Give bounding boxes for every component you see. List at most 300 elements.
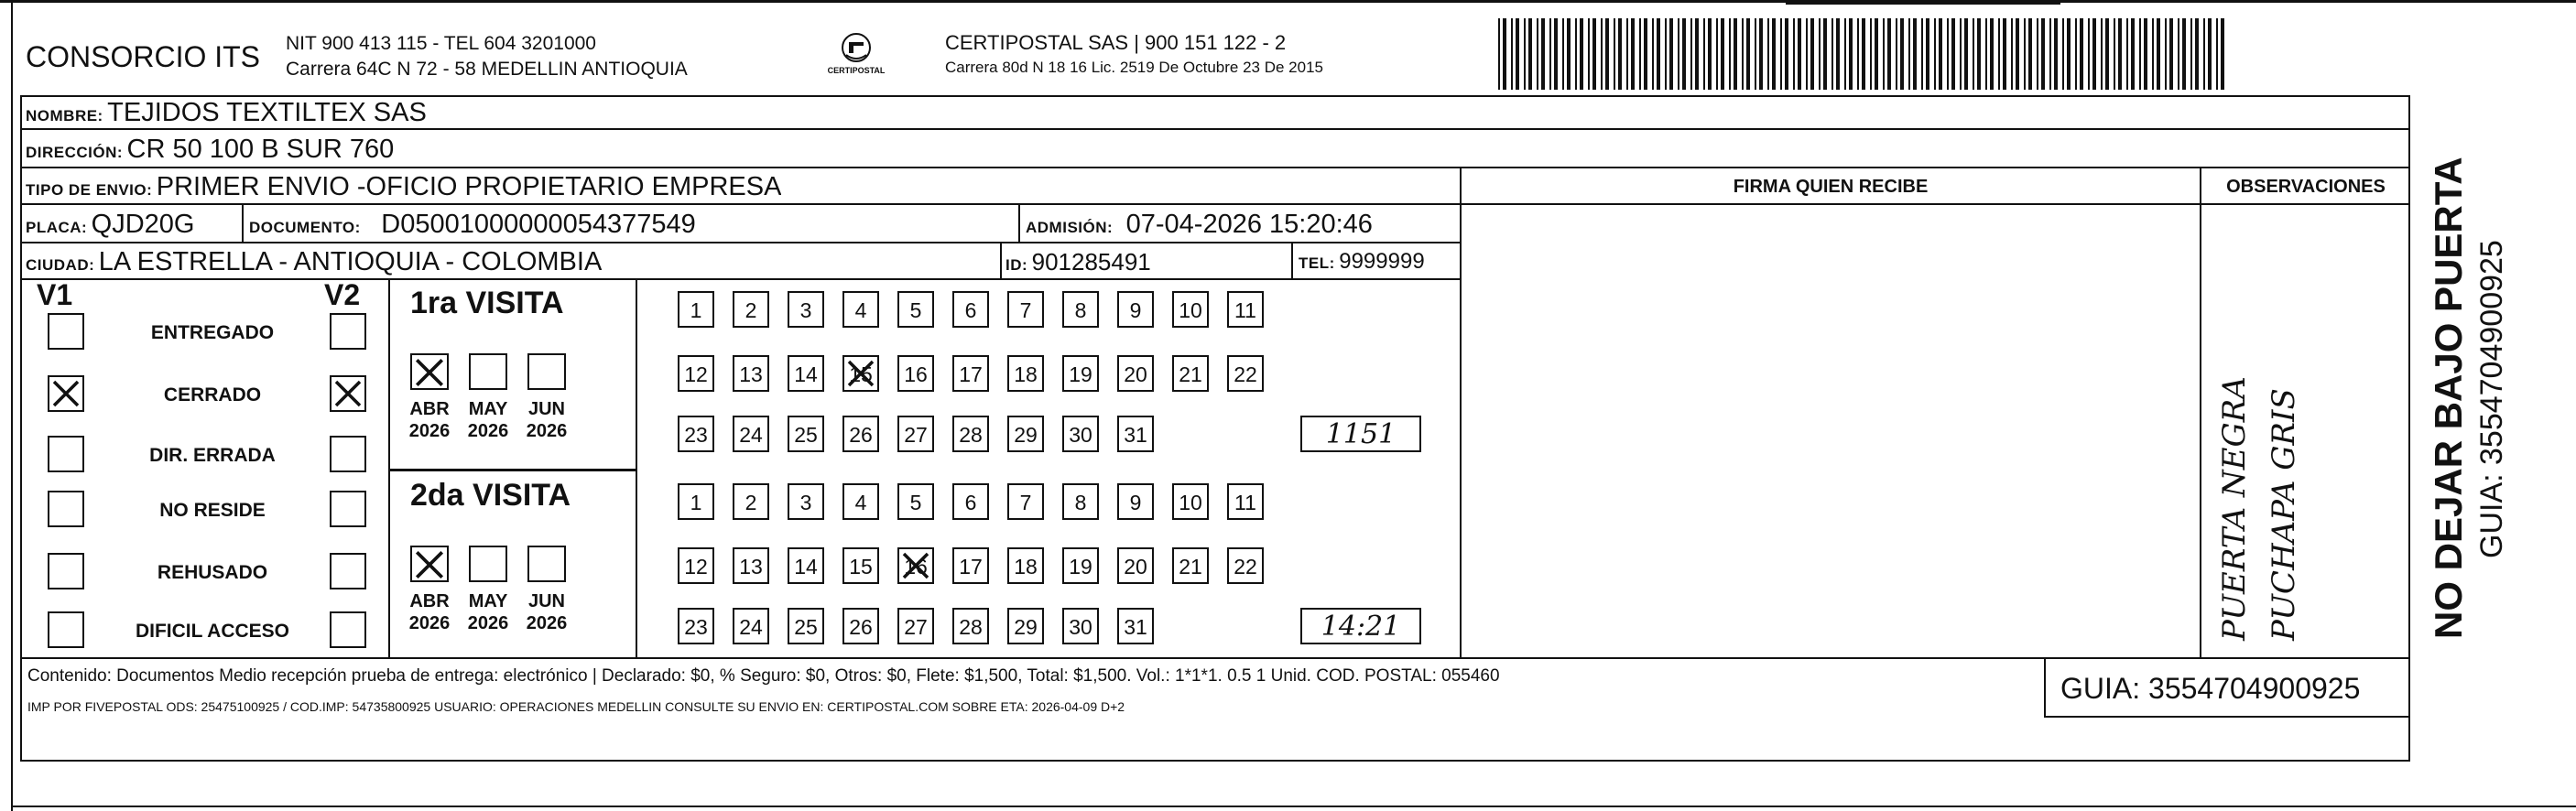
day-box[interactable] xyxy=(733,355,769,392)
barcode-bar xyxy=(1913,18,1917,90)
day-box[interactable] xyxy=(1062,483,1099,520)
day-number: 16 xyxy=(904,362,928,386)
month-checkbox[interactable] xyxy=(469,353,507,390)
day-number: 1 xyxy=(690,491,702,514)
day-number: 3 xyxy=(799,491,812,514)
barcode-bar xyxy=(1554,18,1558,90)
barcode-bar xyxy=(1592,18,1596,90)
v1-checkbox[interactable] xyxy=(48,436,84,472)
day-box[interactable] xyxy=(678,291,714,328)
barcode-bar xyxy=(2157,18,2160,90)
admision-label: ADMISIÓN: xyxy=(1026,219,1114,236)
day-box[interactable] xyxy=(1007,547,1044,584)
barcode-bar xyxy=(1746,18,1750,90)
footer-imp: IMP POR FIVEPOSTAL ODS: 25475100925 / COD.IMP: 54735800925 USUARIO: OPERACIONES MEDELLIN CONSULTE SU ENVIO EN: CERTIPOSTAL.COM SOBRE ETA: 2026-04-09 D+2 xyxy=(27,699,1125,714)
barcode-bar xyxy=(1575,18,1577,90)
month-label: ABR xyxy=(409,399,450,419)
row-line-6 xyxy=(20,657,2410,659)
barcode-bar xyxy=(2216,18,2218,90)
tel-cell xyxy=(1299,243,1425,278)
day-number: 28 xyxy=(959,423,983,447)
visit-title: 2da VISITA xyxy=(410,478,571,513)
day-number: 15 xyxy=(849,555,873,579)
footer-guia-line xyxy=(2044,657,2046,716)
day-box[interactable] xyxy=(733,416,769,452)
barcode-bar xyxy=(2144,18,2147,90)
day-box[interactable] xyxy=(842,416,879,452)
barcode-bar xyxy=(1985,18,1987,90)
day-box[interactable] xyxy=(1007,291,1044,328)
barcode-bar xyxy=(1618,18,1622,90)
day-box[interactable] xyxy=(1062,416,1099,452)
day-box[interactable] xyxy=(1172,355,1209,392)
direccion-row xyxy=(26,130,394,167)
day-number: 14 xyxy=(794,362,818,386)
id-value: 901285491 xyxy=(1031,248,1151,276)
barcode-bar xyxy=(1755,18,1756,90)
month-checkbox[interactable] xyxy=(527,546,566,582)
barcode-bar xyxy=(2208,18,2212,90)
tel-value: 9999999 xyxy=(1339,249,1425,274)
year-label: 2026 xyxy=(408,613,451,633)
barcode-bar xyxy=(1900,18,1904,90)
month-label: ABR xyxy=(409,591,450,611)
day-box[interactable] xyxy=(842,291,879,328)
admision-cell xyxy=(1026,205,1373,242)
barcode-bar xyxy=(1887,18,1891,90)
day-box[interactable] xyxy=(897,608,934,644)
v2-checkbox[interactable] xyxy=(330,313,366,350)
month-checkbox[interactable] xyxy=(527,353,566,390)
barcode-bar xyxy=(1503,18,1506,90)
day-box[interactable] xyxy=(678,355,714,392)
barcode-bar xyxy=(1819,18,1821,90)
barcode-bar xyxy=(1772,18,1776,90)
day-number: 4 xyxy=(854,298,867,322)
barcode-bar xyxy=(1831,18,1833,90)
year-label: 2026 xyxy=(526,613,568,633)
day-number: 23 xyxy=(684,423,708,447)
v2-checkbox[interactable] xyxy=(330,436,366,472)
barcode-bar xyxy=(1785,18,1788,90)
barcode-bar xyxy=(1652,18,1654,90)
day-box[interactable] xyxy=(1062,355,1099,392)
day-box[interactable] xyxy=(1117,416,1154,452)
barcode-bar xyxy=(2105,18,2109,90)
ciudad-cell xyxy=(26,243,602,278)
day-box[interactable] xyxy=(1117,355,1154,392)
day-box[interactable] xyxy=(897,291,934,328)
day-number: 2 xyxy=(745,298,757,322)
footer-contenido: Contenido: Documentos Medio recepción prueba de entrega: electrónico | Declarado: $0, % Seguro: $0, Otros: $0, Flete: $1,500, Total: $1,500. Vol.: 1*1*1. 0.5 1 Unid. COD. POSTAL: 055460 xyxy=(27,666,1500,686)
barcode-bar xyxy=(2195,18,2199,90)
side-warning: NO DEJAR BAJO PUERTA xyxy=(2427,157,2470,639)
month-checkbox[interactable] xyxy=(410,546,449,582)
barcode-bar xyxy=(2169,18,2173,90)
day-number: 18 xyxy=(1014,555,1038,579)
barcode-bar xyxy=(1780,18,1782,90)
day-number: 31 xyxy=(1124,615,1147,639)
day-box[interactable] xyxy=(1007,416,1044,452)
day-number: 18 xyxy=(1014,362,1038,386)
x-mark-icon xyxy=(844,357,877,390)
month-checkbox[interactable] xyxy=(410,353,449,390)
barcode-bar xyxy=(1883,18,1885,90)
day-number: 8 xyxy=(1074,491,1087,514)
barcode-bar xyxy=(1973,18,1974,90)
tel-label: TEL: xyxy=(1299,254,1335,272)
placa-cell xyxy=(26,205,195,242)
day-number: 30 xyxy=(1069,615,1092,639)
barcode-bar xyxy=(1951,18,1955,90)
month-checkbox[interactable] xyxy=(469,546,507,582)
day-box[interactable] xyxy=(788,355,824,392)
day-number: 19 xyxy=(1069,555,1092,579)
placa-label: PLACA: xyxy=(26,219,88,236)
carrier-line2: Carrera 80d N 18 16 Lic. 2519 De Octubre 23 De 2015 xyxy=(945,59,1323,76)
barcode-bar xyxy=(2118,18,2122,90)
day-number: 19 xyxy=(1069,362,1092,386)
day-number: 6 xyxy=(964,298,977,322)
top-cut-line xyxy=(1786,2,2060,5)
direccion-label: DIRECCIÓN: xyxy=(26,144,124,161)
day-box[interactable] xyxy=(897,483,934,520)
day-box[interactable] xyxy=(1007,483,1044,520)
day-number: 10 xyxy=(1179,298,1202,322)
day-box[interactable] xyxy=(952,291,989,328)
status-label: CERRADO xyxy=(163,384,262,406)
barcode-bar xyxy=(1601,18,1603,90)
carrier-logo xyxy=(815,31,897,82)
day-number: 1 xyxy=(690,298,702,322)
v2-checkbox[interactable] xyxy=(330,611,366,648)
observaciones-handwriting-1: PUERTA NEGRA xyxy=(2216,376,2253,641)
barcode-bar xyxy=(2075,18,2077,90)
barcode-bar xyxy=(1870,18,1872,90)
barcode-bar xyxy=(1605,18,1609,90)
barcode-bar xyxy=(2003,18,2006,90)
day-box[interactable] xyxy=(678,608,714,644)
carrier-line1: CERTIPOSTAL SAS | 900 151 122 - 2 xyxy=(945,31,1287,54)
barcode-bar xyxy=(1665,18,1667,90)
day-number: 29 xyxy=(1014,615,1038,639)
barcode-bar xyxy=(1742,18,1744,90)
barcode-bar xyxy=(1716,18,1718,90)
day-number: 25 xyxy=(794,423,818,447)
barcode-bar xyxy=(1682,18,1686,90)
day-number: 6 xyxy=(964,491,977,514)
day-number: 12 xyxy=(684,555,708,579)
barcode-bar xyxy=(2024,18,2026,90)
v2-checkbox[interactable] xyxy=(330,553,366,589)
barcode-bar xyxy=(1516,18,1519,90)
placa-value: QJD20G xyxy=(91,210,195,239)
barcode-bar xyxy=(1541,18,1545,90)
barcode-bar xyxy=(1695,18,1699,90)
day-number: 21 xyxy=(1179,362,1202,386)
day-number: 31 xyxy=(1124,423,1147,447)
day-box[interactable] xyxy=(678,416,714,452)
day-box[interactable] xyxy=(1117,483,1154,520)
barcode-bar xyxy=(2049,18,2051,90)
day-number: 15 xyxy=(849,362,873,386)
day-box[interactable] xyxy=(788,547,824,584)
documento-cell xyxy=(249,205,696,242)
status-right-line xyxy=(388,278,390,657)
barcode-bar xyxy=(1844,18,1846,90)
month-label: MAY xyxy=(468,591,508,611)
day-box[interactable] xyxy=(952,416,989,452)
tipo-value: PRIMER ENVIO -OFICIO PROPIETARIO EMPRESA xyxy=(156,172,782,201)
barcode-bar xyxy=(2131,18,2135,90)
visit-time-box[interactable]: 14:21 xyxy=(1300,608,1421,644)
v1-label: V1 xyxy=(37,278,73,311)
barcode-bar xyxy=(1810,18,1814,90)
nombre-row xyxy=(26,95,427,128)
firma-label: FIRMA QUIEN RECIBE xyxy=(1733,177,1929,197)
barcode-bar xyxy=(2062,18,2064,90)
row-line-5 xyxy=(20,278,1462,280)
barcode-bar xyxy=(2152,18,2154,90)
barcode-bar xyxy=(1947,18,1949,90)
barcode-bar xyxy=(1862,18,1865,90)
day-box[interactable] xyxy=(1007,608,1044,644)
day-box[interactable] xyxy=(1172,547,1209,584)
col-line-obs xyxy=(2200,167,2201,657)
day-box[interactable] xyxy=(1227,355,1264,392)
barcode-bar xyxy=(1498,18,1500,90)
col-line-placa xyxy=(242,203,244,242)
barcode-bar xyxy=(1580,18,1583,90)
barcode-bar xyxy=(1921,18,1923,90)
barcode-bar xyxy=(1759,18,1763,90)
barcode-bar xyxy=(2092,18,2096,90)
barcode-bar xyxy=(1703,18,1705,90)
day-box[interactable] xyxy=(788,291,824,328)
documento-label: DOCUMENTO: xyxy=(249,219,361,236)
id-label: ID: xyxy=(1005,256,1028,274)
barcode-bar xyxy=(1562,18,1564,90)
v2-checkbox[interactable] xyxy=(330,375,366,412)
visit-title: 1ra VISITA xyxy=(410,286,564,320)
v1-checkbox[interactable] xyxy=(48,611,84,648)
barcode-bar xyxy=(1849,18,1853,90)
day-number: 4 xyxy=(854,491,867,514)
day-number: 22 xyxy=(1234,362,1257,386)
day-number: 13 xyxy=(739,362,763,386)
day-box[interactable] xyxy=(1227,483,1264,520)
col-line-admision xyxy=(1018,203,1020,242)
obs-header-line xyxy=(1460,203,2410,205)
day-box[interactable] xyxy=(788,416,824,452)
day-box[interactable] xyxy=(788,608,824,644)
day-box[interactable] xyxy=(897,547,934,584)
month-label: JUN xyxy=(527,399,565,419)
day-box[interactable] xyxy=(788,483,824,520)
ciudad-value: LA ESTRELLA - ANTIOQUIA - COLOMBIA xyxy=(98,247,603,276)
barcode-bar xyxy=(1857,18,1859,90)
barcode-bar xyxy=(2190,18,2192,90)
day-number: 7 xyxy=(1019,491,1032,514)
day-number: 2 xyxy=(745,491,757,514)
day-box[interactable] xyxy=(678,483,714,520)
barcode-bar xyxy=(1626,18,1628,90)
barcode-bar xyxy=(1806,18,1808,90)
day-box[interactable] xyxy=(1117,291,1154,328)
day-box[interactable] xyxy=(1062,547,1099,584)
v1-checkbox[interactable] xyxy=(48,313,84,350)
day-number: 14 xyxy=(794,555,818,579)
barcode-bar xyxy=(2054,18,2058,90)
barcode-bar xyxy=(1964,18,1968,90)
year-label: 2026 xyxy=(408,421,451,441)
tipo-row xyxy=(26,168,781,203)
certipostal-logo-icon xyxy=(815,31,897,68)
observaciones-label: OBSERVACIONES xyxy=(2226,177,2386,197)
day-number: 5 xyxy=(909,491,922,514)
footer-guia: GUIA: 3554704900925 xyxy=(2060,672,2361,705)
day-box[interactable] xyxy=(842,608,879,644)
barcode-bar xyxy=(1998,18,2000,90)
month-label: MAY xyxy=(468,399,508,419)
day-number: 8 xyxy=(1074,298,1087,322)
day-number: 26 xyxy=(849,423,873,447)
barcode-bar xyxy=(2139,18,2141,90)
day-box[interactable] xyxy=(678,547,714,584)
day-box[interactable] xyxy=(1227,547,1264,584)
day-box[interactable] xyxy=(733,608,769,644)
footer-bottom-line xyxy=(2044,716,2410,718)
barcode xyxy=(1498,18,2231,90)
day-box[interactable] xyxy=(1117,547,1154,584)
barcode-bar xyxy=(1908,18,1910,90)
x-mark-icon xyxy=(49,377,82,410)
barcode-bar xyxy=(2067,18,2071,90)
barcode-bar xyxy=(2221,18,2224,90)
day-number: 5 xyxy=(909,298,922,322)
day-box[interactable] xyxy=(1117,608,1154,644)
day-number: 9 xyxy=(1129,491,1142,514)
barcode-bar xyxy=(1524,18,1526,90)
barcode-bar xyxy=(1567,18,1571,90)
barcode-bar xyxy=(2028,18,2032,90)
day-box[interactable] xyxy=(733,547,769,584)
day-box[interactable] xyxy=(842,483,879,520)
documento-value: D05001000000054377549 xyxy=(381,210,696,239)
barcode-bar xyxy=(2182,18,2186,90)
left-edge-line xyxy=(11,0,13,811)
nombre-value: TEJIDOS TEXTILTEX SAS xyxy=(107,98,427,127)
barcode-bar xyxy=(1926,18,1929,90)
id-cell xyxy=(1005,243,1151,278)
observaciones-handwriting-2: PUCHAPA GRIS xyxy=(2266,388,2302,641)
barcode-bar xyxy=(2178,18,2179,90)
day-number: 20 xyxy=(1124,555,1147,579)
day-box[interactable] xyxy=(952,547,989,584)
bottom-edge-line xyxy=(11,806,2576,807)
barcode-bar xyxy=(2080,18,2083,90)
barcode-bar xyxy=(1639,18,1641,90)
day-box[interactable] xyxy=(897,355,934,392)
day-number: 11 xyxy=(1234,298,1256,322)
certipostal-logo-text: CERTIPOSTAL xyxy=(827,66,886,75)
day-number: 23 xyxy=(684,615,708,639)
v1-checkbox[interactable] xyxy=(48,553,84,589)
status-label: DIR. ERRADA xyxy=(149,445,276,466)
day-box[interactable] xyxy=(842,547,879,584)
day-number: 9 xyxy=(1129,298,1142,322)
v2-checkbox[interactable] xyxy=(330,491,366,527)
day-number: 24 xyxy=(739,423,763,447)
barcode-bar xyxy=(1549,18,1551,90)
day-box[interactable] xyxy=(733,483,769,520)
day-number: 20 xyxy=(1124,362,1147,386)
barcode-bar xyxy=(1528,18,1532,90)
day-box[interactable] xyxy=(952,355,989,392)
day-number: 17 xyxy=(959,362,983,386)
admision-value: 07-04-2026 15:20:46 xyxy=(1125,210,1373,239)
barcode-bar xyxy=(1960,18,1962,90)
day-box[interactable] xyxy=(1172,483,1209,520)
barcode-bar xyxy=(1798,18,1801,90)
day-box[interactable] xyxy=(1172,291,1209,328)
barcode-bar xyxy=(2016,18,2019,90)
day-box[interactable] xyxy=(733,291,769,328)
nombre-label: NOMBRE: xyxy=(26,107,103,124)
day-box[interactable] xyxy=(842,355,879,392)
barcode-bar xyxy=(1721,18,1724,90)
visit-time-box[interactable]: 1151 xyxy=(1300,416,1421,452)
year-label: 2026 xyxy=(526,421,568,441)
barcode-bar xyxy=(2037,18,2038,90)
barcode-bar xyxy=(1537,18,1538,90)
day-box[interactable] xyxy=(1062,608,1099,644)
x-mark-icon xyxy=(899,549,932,582)
day-number: 10 xyxy=(1179,491,1202,514)
day-number: 27 xyxy=(904,423,928,447)
barcode-bar xyxy=(1614,18,1615,90)
day-box[interactable] xyxy=(897,416,934,452)
barcode-bar xyxy=(1631,18,1635,90)
x-mark-icon xyxy=(412,547,447,582)
barcode-bar xyxy=(1644,18,1647,90)
barcode-bar xyxy=(2011,18,2013,90)
day-box[interactable] xyxy=(1227,291,1264,328)
day-box[interactable] xyxy=(1062,291,1099,328)
day-number: 12 xyxy=(684,362,708,386)
barcode-bar xyxy=(1588,18,1590,90)
x-mark-icon xyxy=(332,377,364,410)
day-box[interactable] xyxy=(1007,355,1044,392)
barcode-bar xyxy=(1669,18,1673,90)
day-box[interactable] xyxy=(952,608,989,644)
day-number: 25 xyxy=(794,615,818,639)
col-line-id xyxy=(1000,242,1002,278)
v1-checkbox[interactable] xyxy=(48,375,84,412)
v1-checkbox[interactable] xyxy=(48,491,84,527)
company-address: Carrera 64C N 72 - 58 MEDELLIN ANTIOQUIA xyxy=(286,59,688,80)
day-number: 3 xyxy=(799,298,812,322)
year-label: 2026 xyxy=(467,613,509,633)
day-number: 28 xyxy=(959,615,983,639)
v2-label: V2 xyxy=(324,278,361,311)
col-line-firma xyxy=(1460,167,1462,657)
barcode-bar xyxy=(1823,18,1827,90)
day-box[interactable] xyxy=(952,483,989,520)
status-label: ENTREGADO xyxy=(150,322,275,343)
direccion-value: CR 50 100 B SUR 760 xyxy=(126,135,395,164)
barcode-bar xyxy=(1767,18,1769,90)
